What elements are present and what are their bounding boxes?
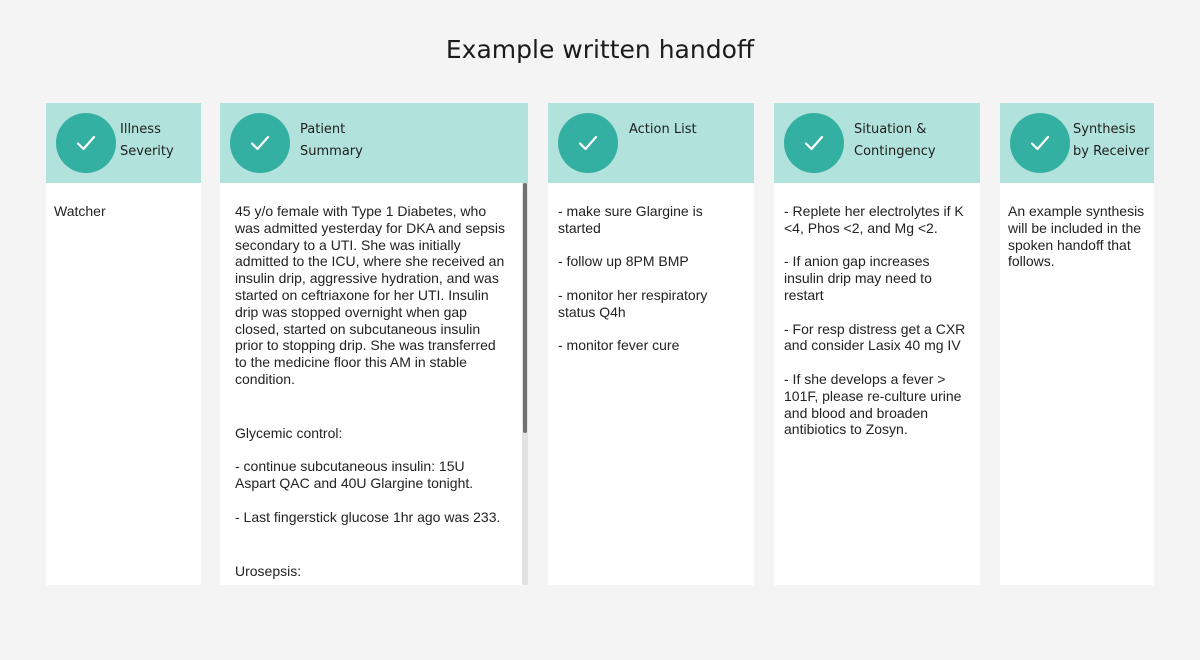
header-line-1: Patient (300, 122, 346, 137)
check-circle (230, 113, 290, 173)
check-circle (784, 113, 844, 173)
header-line-1: Situation & (854, 122, 927, 137)
scrollbar-thumb[interactable] (523, 183, 527, 433)
check-circle (1010, 113, 1070, 173)
contingency-item: - For resp distress get a CXR and consider Lasix 40 mg IV (784, 320, 966, 354)
action-item: - monitor her respiratory status Q4h (558, 286, 708, 320)
synthesis-text: An example synthesis will be included in the spoken handoff that follows. (1008, 203, 1145, 270)
action-item: - monitor fever cure (558, 337, 680, 354)
card-header-label (854, 119, 936, 163)
card-header-label (300, 119, 363, 163)
check-icon (1030, 134, 1050, 152)
header-line-2: Contingency (854, 144, 936, 159)
check-icon (76, 134, 96, 152)
header-line-1: Illness (120, 122, 161, 137)
card-header (774, 103, 980, 183)
check-circle (56, 113, 116, 173)
action-item: - follow up 8PM BMP (558, 253, 689, 270)
action-list-card (548, 103, 754, 585)
check-icon (578, 134, 598, 152)
card-header (220, 103, 528, 183)
card-body (1000, 183, 1154, 585)
contingency-item: - If she develops a fever > 101F, please re-culture urine and blood and broaden antibiotics to Zosyn. (784, 370, 962, 438)
contingency-item: - Replete her electrolytes if K <4, Phos <2, and Mg <2. (784, 203, 964, 236)
card-body (774, 183, 980, 585)
synthesis-receiver-card (1000, 103, 1154, 585)
card-header (548, 103, 754, 183)
header-line-2: by Receiver (1073, 144, 1150, 159)
header-line-1: Action List (629, 122, 697, 137)
patient-summary-paragraph: 45 y/o female with Type 1 Diabetes, who was admitted yesterday for DKA and sepsis secondary to a UTI. She was initially admitted to the ICU, where she received an insulin drip, aggressive hydration, and was started on ceftriaxone for her UTI. Insulin drip was stopped overnight when gap closed, started on subcutaneous insulin prior to stopping drip. She was transferred to the medicine floor this AM in stable condition. (235, 203, 506, 387)
illness-severity-value: Watcher (54, 203, 106, 219)
scrollbar-track[interactable] (522, 183, 528, 585)
card-header (1000, 103, 1154, 183)
card-header (46, 103, 201, 183)
check-icon (804, 134, 824, 152)
card-header-label (120, 119, 174, 163)
action-item: - make sure Glargine is started (558, 203, 703, 236)
patient-summary-card (220, 103, 528, 585)
card-header-label (1073, 119, 1149, 163)
header-line-2: Severity (120, 144, 174, 159)
situation-contingency-card (774, 103, 980, 585)
page-title: Example written handoff (445, 35, 755, 64)
glycemic-fingerstick-note: - Last fingerstick glucose 1hr ago was 233. (235, 508, 501, 525)
check-circle (558, 113, 618, 173)
illness-severity-card (46, 103, 201, 585)
check-icon (250, 134, 270, 152)
card-body (548, 183, 754, 585)
card-body[interactable] (220, 183, 528, 585)
contingency-item: - If anion gap increases insulin drip may need to restart (784, 253, 932, 303)
glycemic-insulin-note: - continue subcutaneous insulin: 15U Aspart QAC and 40U Glargine tonight. (235, 458, 474, 492)
header-line-2: Summary (300, 144, 363, 159)
urosepsis-heading: Urosepsis: (235, 562, 302, 579)
card-body (46, 183, 201, 585)
header-line-1: Synthesis (1073, 122, 1136, 137)
card-header-label (629, 119, 697, 141)
glycemic-control-heading: Glycemic control: (235, 424, 343, 441)
